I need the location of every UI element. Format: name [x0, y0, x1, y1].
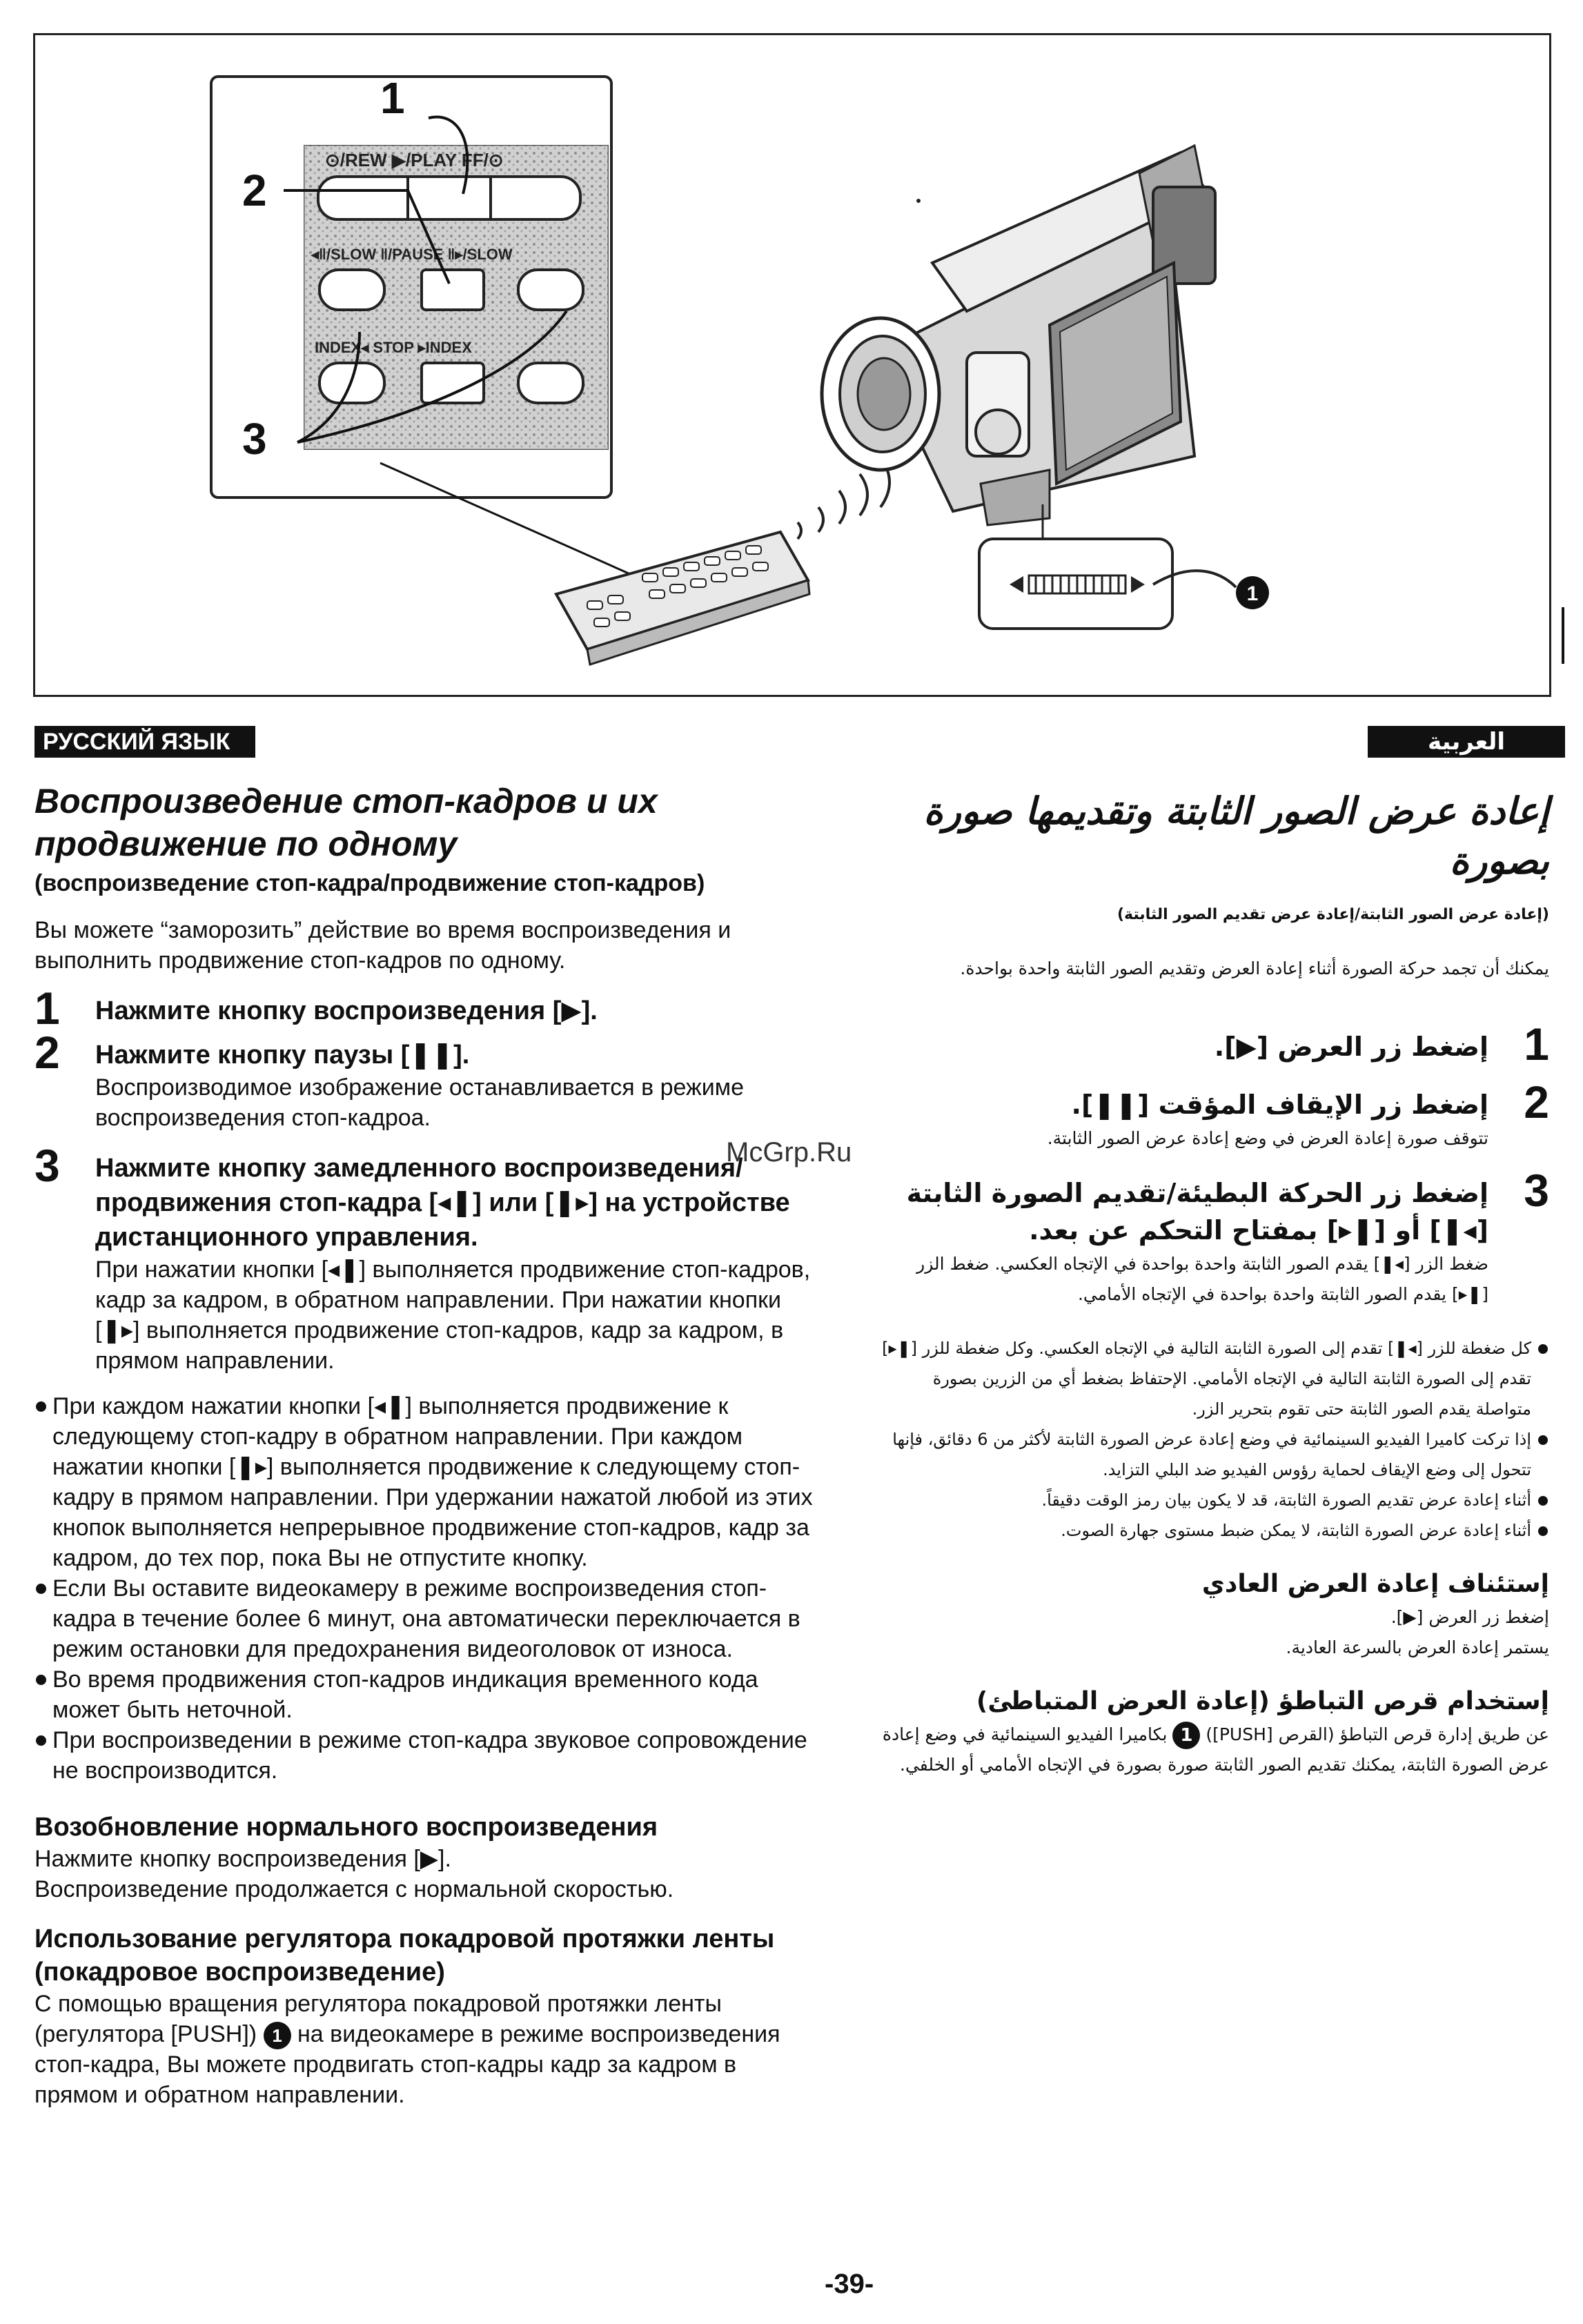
- figure-label-2: 2: [242, 166, 267, 215]
- figure-label-1: 1: [380, 73, 405, 123]
- ru-resume-line2: Воспроизведение продолжается с нормальной скоростью.: [35, 1876, 674, 1902]
- ru-bullet-list: [35, 1391, 821, 1786]
- ar-jog-text-after: بكاميرا الفيديو السينمائية في وضع إعادة عرض الصورة الثابتة، يمكنك تقديم الصور الثابتة صورة بصورة في الإتجاه الأمامي أو الخلفي.: [882, 1724, 1549, 1775]
- ru-step-title: Нажмите кнопку воспроизведения [▶].: [95, 996, 598, 1025]
- margin-bar: [1562, 607, 1564, 664]
- ar-step-number: 3: [1524, 1165, 1549, 1216]
- ar-title: إعادة عرض الصور الثابتة وتقديمها صورة بصورة: [923, 789, 1549, 883]
- ru-step-number: 2: [35, 1027, 60, 1078]
- ar-bullet: أثناء إعادة عرض الصورة الثابتة، لا يمكن ضبط مستوى جهارة الصوت.: [876, 1515, 1549, 1546]
- illustration-frame: [33, 33, 1551, 697]
- push-marker-number: 1: [1246, 582, 1259, 605]
- ar-step-text: ضغط الزر [◂❚] يقدم الصور الثابتة واحدة بواحدة في الإتجاه العكسي. ضغط الزر [❚▸] يقدم الصور الثابتة واحدة بواحدة في الإتجاه الأمامي.: [916, 1254, 1488, 1304]
- slow-forward-button-diagram: [518, 270, 583, 310]
- ru-resume-line1: Нажмите кнопку воспроизведения [▶].: [35, 1846, 451, 1872]
- ru-jog-text-after: на видеокамере в режиме воспроизведения стоп-кадра, Вы можете продвигать стоп-кадры кадр за кадром в прямом и обратном направлении.: [35, 2021, 780, 2109]
- ru-step-title: Нажмите кнопку замедленного воспроизведения/продвижения стоп-кадра [◂❚] или [❚▸] на устройстве дистанционного управления.: [95, 1154, 790, 1252]
- ar-step-2: [876, 1076, 1549, 1154]
- ar-step-text: تتوقف صورة إعادة العرض في وضع إعادة عرض الصور الثابتة.: [1047, 1128, 1488, 1148]
- lang-tab-arabic: العربية: [1368, 726, 1565, 758]
- page-number: -39-: [825, 2269, 874, 2299]
- slow-reverse-button-diagram: [319, 270, 384, 310]
- ru-jog-text: [35, 1989, 821, 2110]
- ar-step-number: 1: [1524, 1018, 1549, 1070]
- remote-row3-label: INDEX◂ STOP ▸INDEX: [315, 339, 472, 356]
- arabic-column: [876, 787, 1549, 1780]
- ru-step-number: 1: [35, 983, 60, 1034]
- ar-step-title: إضغط زر الإيقاف المؤقت [❚❚].: [1071, 1090, 1488, 1120]
- ru-step-2: [35, 1027, 821, 1133]
- ru-jog-text-before: С помощью вращения регулятора покадровой протяжки ленты (регулятора [PUSH]): [35, 1991, 722, 2047]
- ar-step-1: [876, 1018, 1549, 1070]
- ru-intro: Вы можете “заморозить” действие во время воспроизведения и выполнить продвижение стоп-кадров по одному.: [35, 917, 731, 974]
- russian-column: [35, 780, 821, 2110]
- ru-jog-heading: Использование регулятора покадровой протяжки ленты (покадровое воспроизведение): [35, 1924, 775, 1987]
- ar-bullet-list: [876, 1333, 1549, 1546]
- ru-resume-heading: Возобновление нормального воспроизведения: [35, 1813, 658, 1842]
- remote-row1-label: ⊙/REW ▶/PLAY FF/⊙: [325, 150, 504, 170]
- push-marker-icon: 1: [264, 2022, 291, 2049]
- lang-tab-russian: РУССКИЙ ЯЗЫК: [35, 726, 255, 758]
- figure-label-3: 3: [242, 414, 267, 464]
- ar-jog-text: [876, 1720, 1549, 1780]
- ar-jog-text-before: عن طريق إدارة قرص التباطؤ (القرص [PUSH]): [1206, 1724, 1549, 1744]
- push-marker-icon: 1: [1172, 1722, 1200, 1749]
- ar-resume-line1: إضغط زر العرض [▶].: [1390, 1607, 1549, 1627]
- camcorder-remote-illustration: [35, 35, 1553, 699]
- ru-step-title: Нажмите кнопку паузы [❚❚].: [95, 1041, 470, 1070]
- ar-jog-heading: إستخدام قرص التباطؤ (إعادة العرض المتباطئ): [976, 1687, 1549, 1715]
- watermark-text: McGrp.Ru: [726, 1137, 852, 1168]
- ru-bullet: При каждом нажатии кнопки [◂❚] выполняется продвижение к следующему стоп-кадру в обратном направлении. При каждом нажатии кнопки [❚▸] выполняется продвижение к следующему стоп-кадру в прямом направлении. При удержании нажатой любой из этих кнопок выполняется непрерывное продвижение стоп-кадров, кадр за кадром, до тех пор, пока Вы не отпустите кнопку.: [35, 1391, 821, 1573]
- ru-title: Воспроизведение стоп-кадров и их продвижение по одному: [35, 782, 658, 863]
- ar-subtitle: (إعادة عرض الصور الثابتة/إعادة عرض تقديم الصور الثابتة): [1117, 906, 1549, 923]
- camcorder-drawing: [822, 146, 1215, 525]
- ar-step-title: إضغط زر العرض [▶].: [1214, 1032, 1488, 1062]
- ru-step-text: При нажатии кнопки [◂❚] выполняется продвижение стоп-кадров, кадр за кадром, в обратном направлении. При нажатии кнопки [❚▸] выполняется продвижение стоп-кадров, кадр за кадром, в прямом направлении.: [95, 1257, 811, 1374]
- remote-panel-zoom: [211, 77, 660, 587]
- ar-bullet: أثناء إعادة عرض تقديم الصورة الثابتة، قد لا يكون بيان رمز الوقت دقيقاً.: [876, 1485, 1549, 1515]
- remote-control-drawing: [556, 532, 809, 664]
- ar-bullet: كل ضغطة للزر [◂❚] تقدم إلى الصورة الثابتة التالية في الإتجاه العكسي. وكل ضغطة للزر [❚▸] تقدم إلى الصورة الثابتة التالية في الإتجاه الأمامي. الإحتفاظ بضغط أي من الزرين بصورة متواصلة يقدم الصور الثابتة حتى تقوم بتحرير الزر.: [876, 1333, 1549, 1424]
- ru-subtitle: (воспроизведение стоп-кадра/продвижение стоп-кадров): [35, 870, 705, 896]
- remote-row2-label: ◂‖/SLOW ‖/PAUSE ‖▸/SLOW: [311, 246, 513, 263]
- ru-step-text: Воспроизводимое изображение останавливается в режиме воспроизведения стоп-кадроа.: [95, 1074, 745, 1131]
- ru-step-number: 3: [35, 1140, 60, 1191]
- ar-step-number: 2: [1524, 1076, 1549, 1127]
- ar-intro: يمكنك أن تجمد حركة الصورة أثناء إعادة العرض وتقديم الصور الثابتة واحدة بواحدة.: [960, 958, 1549, 978]
- remote-row1-buttons: [318, 177, 580, 219]
- push-dial-inset: [979, 504, 1269, 629]
- ru-step-1: [35, 983, 821, 1034]
- ar-resume-line2: يستمر إعادة العرض بالسرعة العادية.: [1286, 1637, 1549, 1657]
- pause-button-diagram: [422, 270, 484, 310]
- ar-bullet: إذا تركت كاميرا الفيديو السينمائية في وضع إعادة عرض الصورة الثابتة لأكثر من 6 دقائق، فإنها تتحول إلى وضع الإيقاف لحماية رؤوس الفيديو ضد البلي التزايد.: [876, 1424, 1549, 1485]
- ar-step-3: [876, 1165, 1549, 1310]
- ar-step-title: إضغط زر الحركة البطيئة/تقديم الصورة الثابتة [◂❚] أو [❚▸] بمفتاح التحكم عن بعد.: [906, 1178, 1488, 1245]
- ru-bullet: При воспроизведении в режиме стоп-кадра звуковое сопровождение не воспроизводится.: [35, 1725, 821, 1786]
- ru-bullet: Во время продвижения стоп-кадров индикация временного кода может быть неточной.: [35, 1664, 821, 1725]
- ru-bullet: Если Вы оставите видеокамеру в режиме воспроизведения стоп-кадра в течение более 6 минут, она автоматически переключается в режим остановки для предохранения видеоголовок от износа.: [35, 1573, 821, 1664]
- ar-resume-heading: إستئناف إعادة العرض العادي: [1201, 1570, 1549, 1598]
